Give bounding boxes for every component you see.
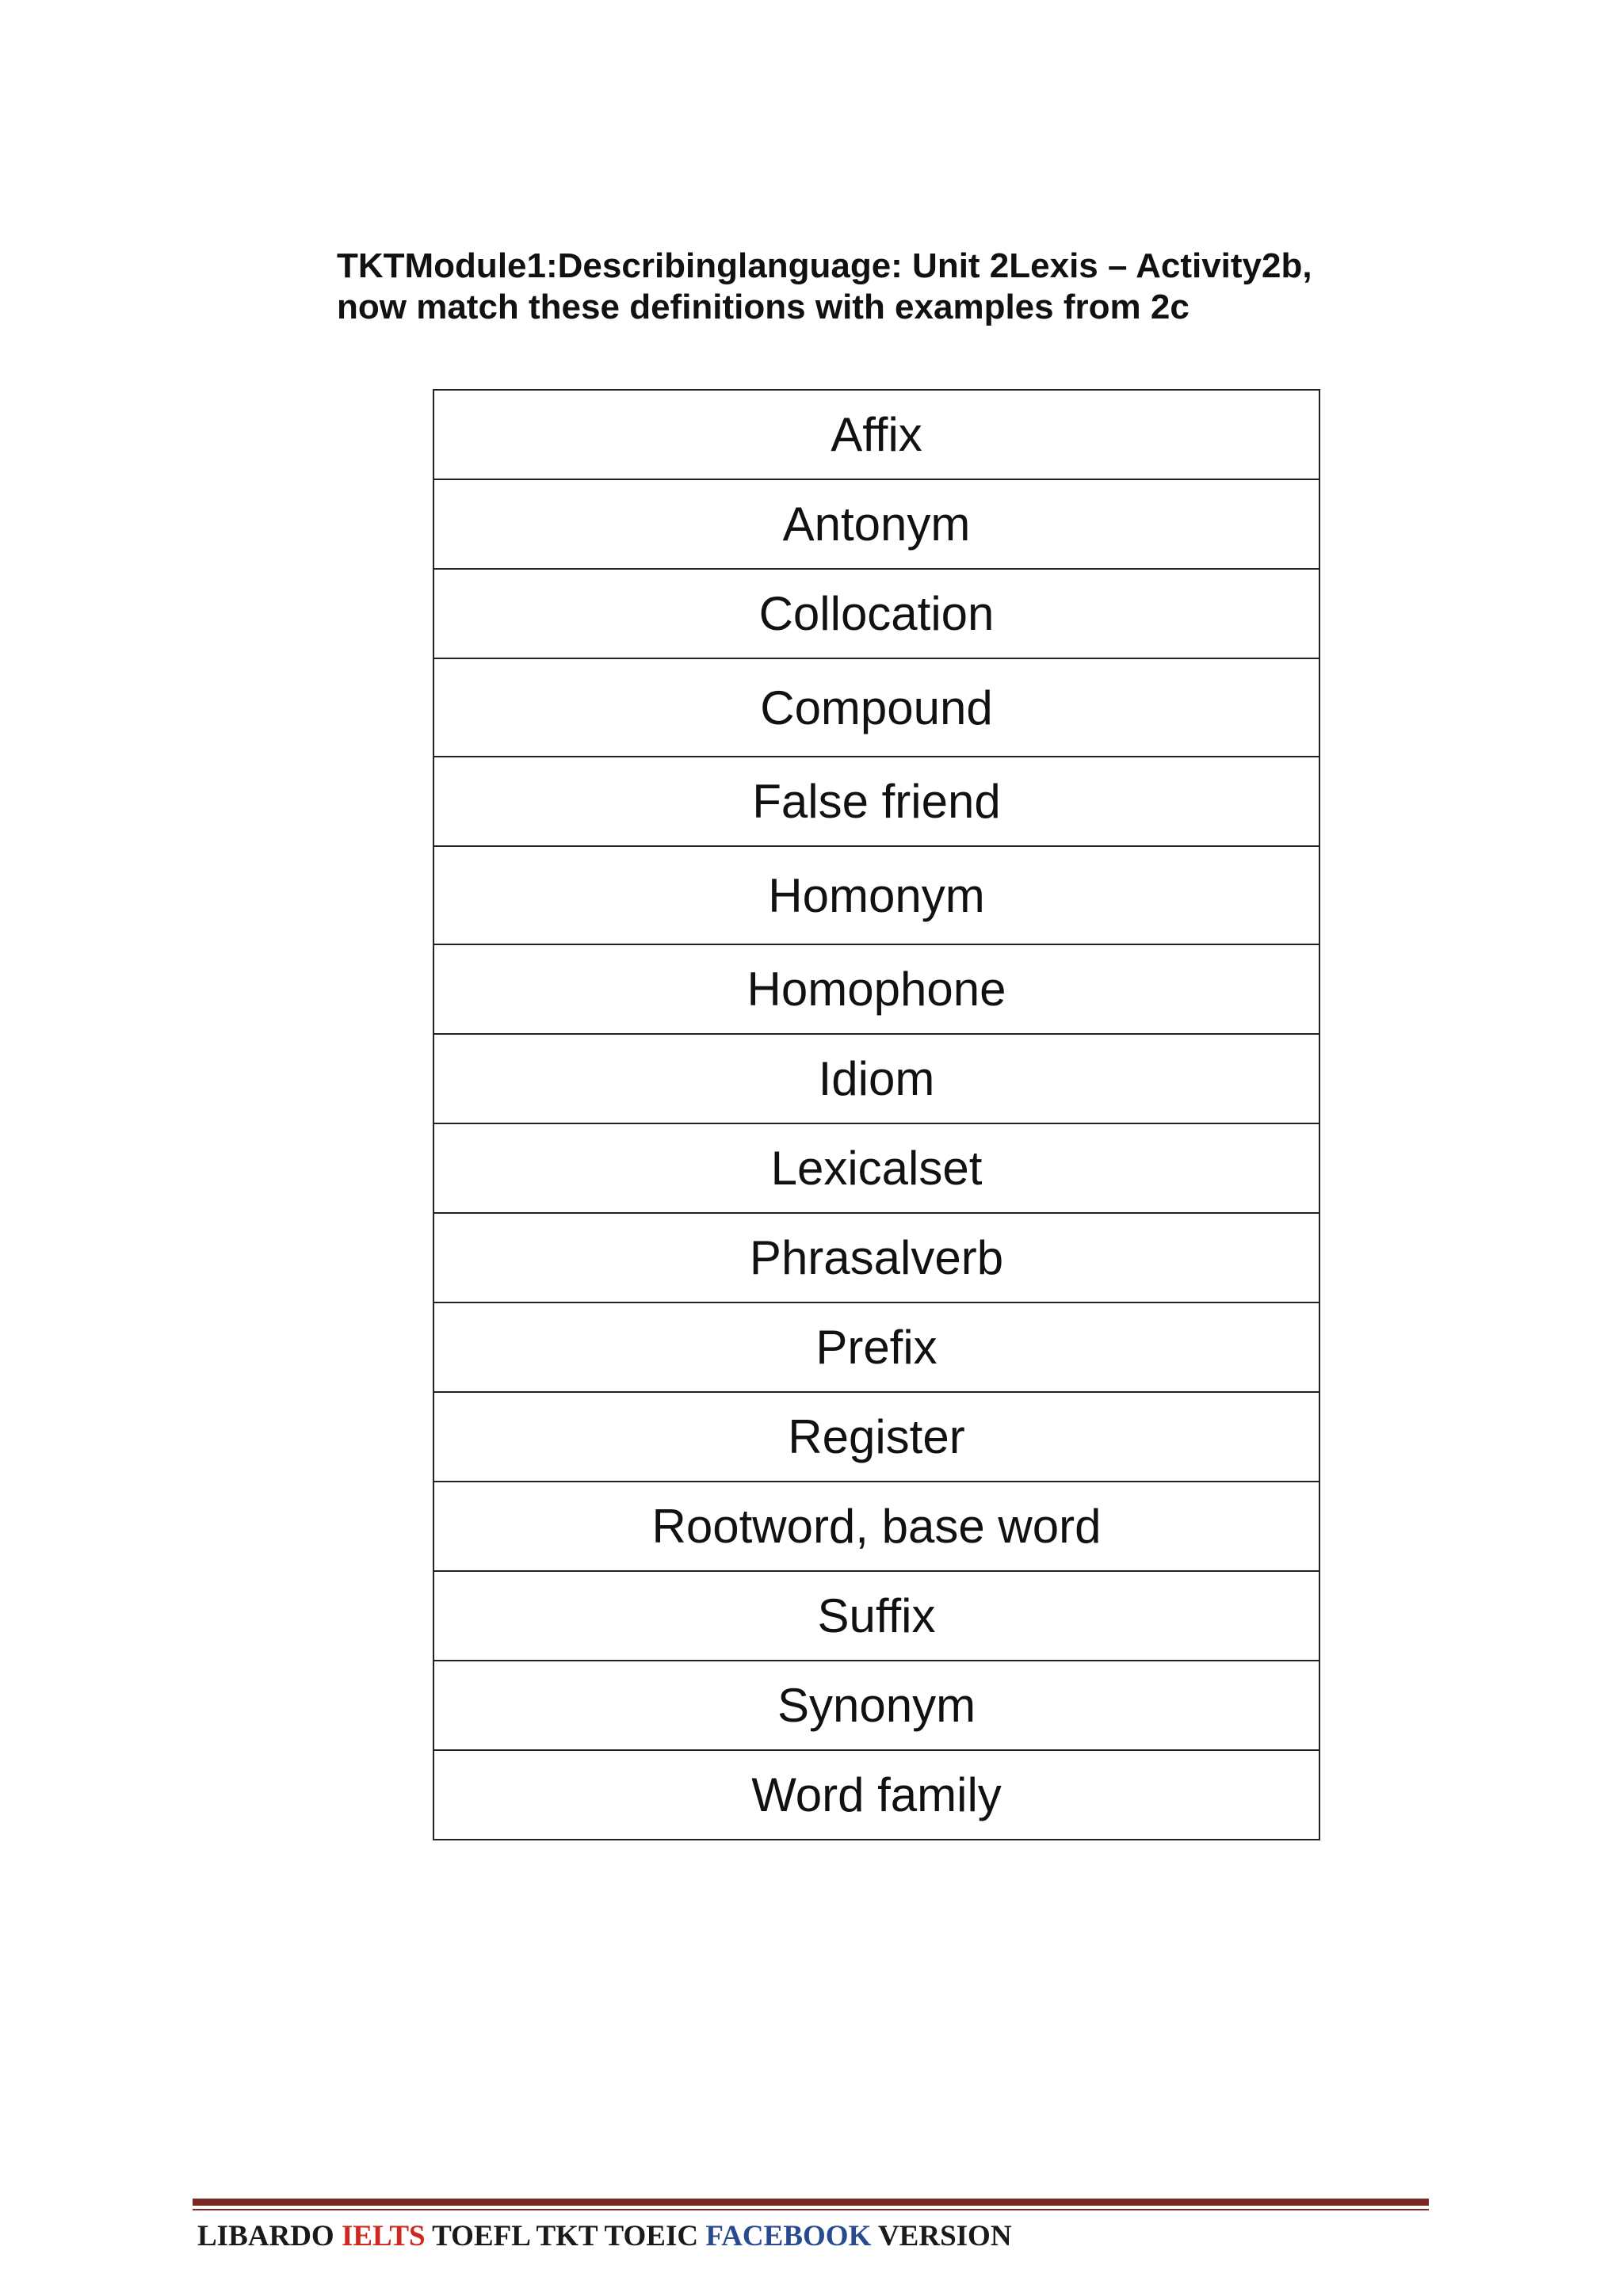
footer-divider-thin: [193, 2209, 1429, 2210]
term-cell: Compound: [433, 658, 1319, 757]
footer-libardo: LIBARDO: [197, 2220, 334, 2252]
table-row: [433, 944, 1319, 1034]
footer-version: VERSION: [877, 2220, 1012, 2252]
page-footer: [197, 2214, 1465, 2259]
term-cell: Affix: [433, 390, 1319, 479]
term-cell: Idiom: [433, 1034, 1319, 1123]
term-cell: Antonym: [433, 479, 1319, 569]
term-cell: Collocation: [433, 569, 1319, 658]
footer-divider: [193, 2199, 1429, 2206]
table-row: [433, 1302, 1319, 1392]
term-cell: Suffix: [433, 1571, 1319, 1661]
footer-facebook: FACEBOOK: [705, 2220, 872, 2252]
heading-line-2: now match these definitions with examples from 2c: [337, 288, 1190, 326]
table-row: [433, 1034, 1319, 1123]
term-cell: Phrasalverb: [433, 1213, 1319, 1302]
table-row: [433, 658, 1319, 757]
table-row: [433, 569, 1319, 658]
term-cell: False friend: [433, 757, 1319, 846]
table-row: [433, 479, 1319, 569]
footer-ielts: IELTS: [341, 2220, 426, 2252]
table-row: [433, 757, 1319, 846]
term-cell: Lexicalset: [433, 1123, 1319, 1213]
heading-line-1: TKTModule1:Describinglanguage: Unit 2Lexis – Activity2b,: [337, 246, 1312, 285]
term-cell: Homophone: [433, 944, 1319, 1034]
table-row: [433, 1123, 1319, 1213]
table-row: [433, 1571, 1319, 1661]
page-heading: [337, 246, 1446, 328]
footer-exams: TOEFL TKT TOEIC: [432, 2220, 699, 2252]
table-row: [433, 1213, 1319, 1302]
term-cell: Homonym: [433, 846, 1319, 944]
term-cell: Rootword, base word: [433, 1482, 1319, 1571]
term-cell: Register: [433, 1392, 1319, 1482]
table-row: [433, 1750, 1319, 1840]
table-row: [433, 1482, 1319, 1571]
term-cell: Word family: [433, 1750, 1319, 1840]
terms-table: [433, 389, 1320, 1840]
table-row: [433, 390, 1319, 479]
table-row: [433, 846, 1319, 944]
table-row: [433, 1392, 1319, 1482]
term-cell: Synonym: [433, 1661, 1319, 1750]
term-cell: Prefix: [433, 1302, 1319, 1392]
table-row: [433, 1661, 1319, 1750]
